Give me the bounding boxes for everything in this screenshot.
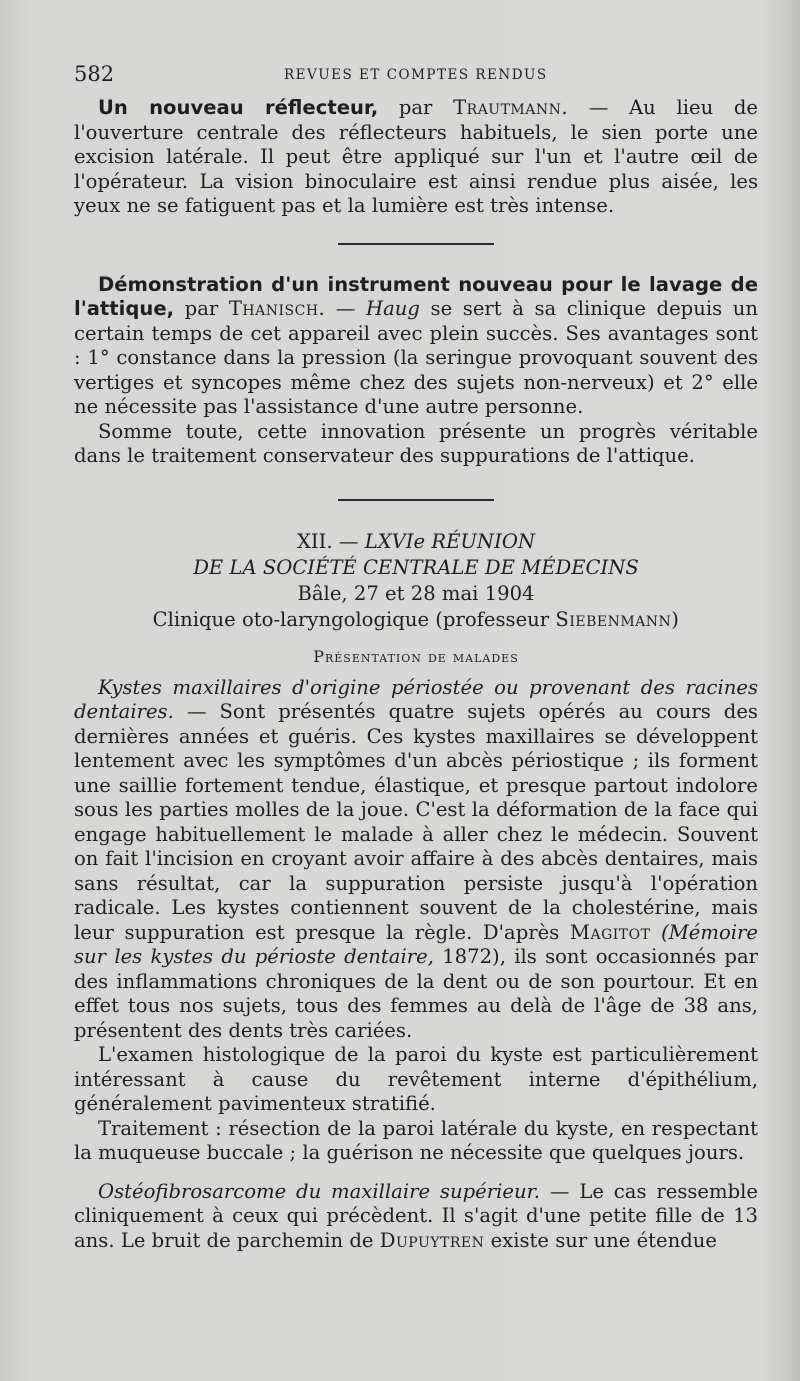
- author-name: Thanisch.: [228, 297, 326, 320]
- author-name: Dupuytren: [379, 1228, 485, 1252]
- clinic-line: Clinique oto-laryngologique (professeur Siebenmann): [152, 607, 680, 631]
- author-name: Magitot: [569, 920, 651, 944]
- subheading: Présentation de malades: [313, 646, 519, 666]
- running-title: REVUES ET COMPTES RENDUS: [284, 67, 548, 83]
- article-title: Ostéofibrosarcome du maxillaire supérieur.: [98, 1179, 541, 1203]
- article-kystes: Kystes maxillaires d'origine périostée ou provenant des racines dentaires. — Sont présentés quatre sujets opérés au cours des dernières années et guéris. Ces kystes maxillaires se développent lentement avec les symptômes d'un abcès périostique ; ils forment une saillie fortement tendue, élastique, et presque partout indolore sous les parties molles de la joue. C'est la déformation de la face qui engage habituellement le malade à aller chez le médecin. Souvent on fait l'incision en croyant avoir affaire à des abcès dentaires, mais sans résultat, car la suppuration persiste jusqu'à l'opération radicale. Les kystes contiennent souvent de la cholestérine, mais leur suppuration est presque la règle. D'après Magitot (Mémoire sur les kystes du périoste dentaire, 1872), ils sont occasionnés par des inflammations chroniques de la dent ou de son pourtour. Et en effet tous nos sujets, tous des femmes au delà de l'âge de 38 ans, présentent des dents très cariées.: [74, 675, 758, 1042]
- paragraph: L'examen histologique de la paroi du kyste est particulièrement intéressant à cause du revêtement interne d'épithélium, généralement pavimenteux stratifié.: [74, 1043, 758, 1115]
- article-title: Un nouveau réflecteur,: [98, 96, 379, 119]
- separator-rule: [338, 499, 494, 501]
- place-date: Bâle, 27 et 28 mai 1904: [297, 581, 535, 605]
- page-number: 582: [74, 62, 115, 86]
- professor-name: Siebenmann): [555, 607, 680, 631]
- section-number: XII. —: [296, 529, 359, 553]
- separator-rule: [338, 243, 494, 245]
- section-heading: [74, 529, 758, 555]
- article-text: se sert à sa clinique depuis un certain temps de cet appareil avec plein succès. Ses avantages sont : 1° constance dans la pression (la seringue provoquant souvent des vertiges et syncopes même chez des sujets non-nerveux) et 2° elle ne nécessite pas l'assistance d'une autre personne.: [74, 297, 758, 418]
- article-osteofibrosarcome: Ostéofibrosarcome du maxillaire supérieur. — Le cas ressemble cliniquement à ceux qui précèdent. Il s'agit d'une petite fille de 13 ans. Le bruit de parchemin de Dupuytren existe sur une étendue: [74, 1179, 759, 1252]
- author-name: Trautmann.: [453, 96, 569, 119]
- citation: (Mémoire sur les kystes du périoste dentaire,: [74, 920, 758, 968]
- paragraph: Traitement : résection de la paroi latérale du kyste, en respectant la muqueuse buccale ; la guérison ne nécessite que quelques jours.: [74, 1116, 758, 1164]
- article-attique: Démonstration d'un instrument nouveau pour le lavage de l'attique, par Thanisch. — Haug se sert à sa clinique depuis un certain temps de cet appareil avec plein succès. Ses avantages sont : 1° constance dans la pression (la seringue provoquant souvent des vertiges et syncopes même chez des sujets non-nerveux) et 2° elle ne nécessite pas l'assistance d'une autre personne.: [74, 272, 758, 418]
- article-text: — Au lieu de l'ouverture centrale des réflecteurs habituels, le sien porte une excision latérale. Il peut être appliqué sur l'un et l'autre œil de l'opérateur. La vision binoculaire est ainsi rendue plus aisée, les yeux ne se fatiguent pas et la lumière est très intense.: [74, 96, 758, 217]
- article-title: Démonstration d'un instrument nouveau pour le lavage de l'attique,: [74, 272, 758, 320]
- article-reflecteur: Un nouveau réflecteur, par Trautmann. — Au lieu de l'ouverture centrale des réflecteurs habituels, le sien porte une excision latérale. Il peut être appliqué sur l'un et l'autre œil de l'opérateur. La vision binoculaire est ainsi rendue plus aisée, les yeux ne se fatiguent pas et la lumière est très intense.: [74, 96, 758, 217]
- section-title-line1: LXVIe RÉUNION: [364, 529, 536, 553]
- article-title: Kystes maxillaires d'origine périostée ou provenant des racines dentaires.: [74, 675, 758, 723]
- section-title-line2: DE LA SOCIÉTÉ CENTRALE DE MÉDECINS: [193, 555, 639, 579]
- page-header: [74, 58, 758, 94]
- author-name: Haug: [366, 297, 420, 320]
- paragraph: Somme toute, cette innovation présente un progrès véritable dans le traitement conservateur des suppurations de l'attique.: [74, 419, 758, 467]
